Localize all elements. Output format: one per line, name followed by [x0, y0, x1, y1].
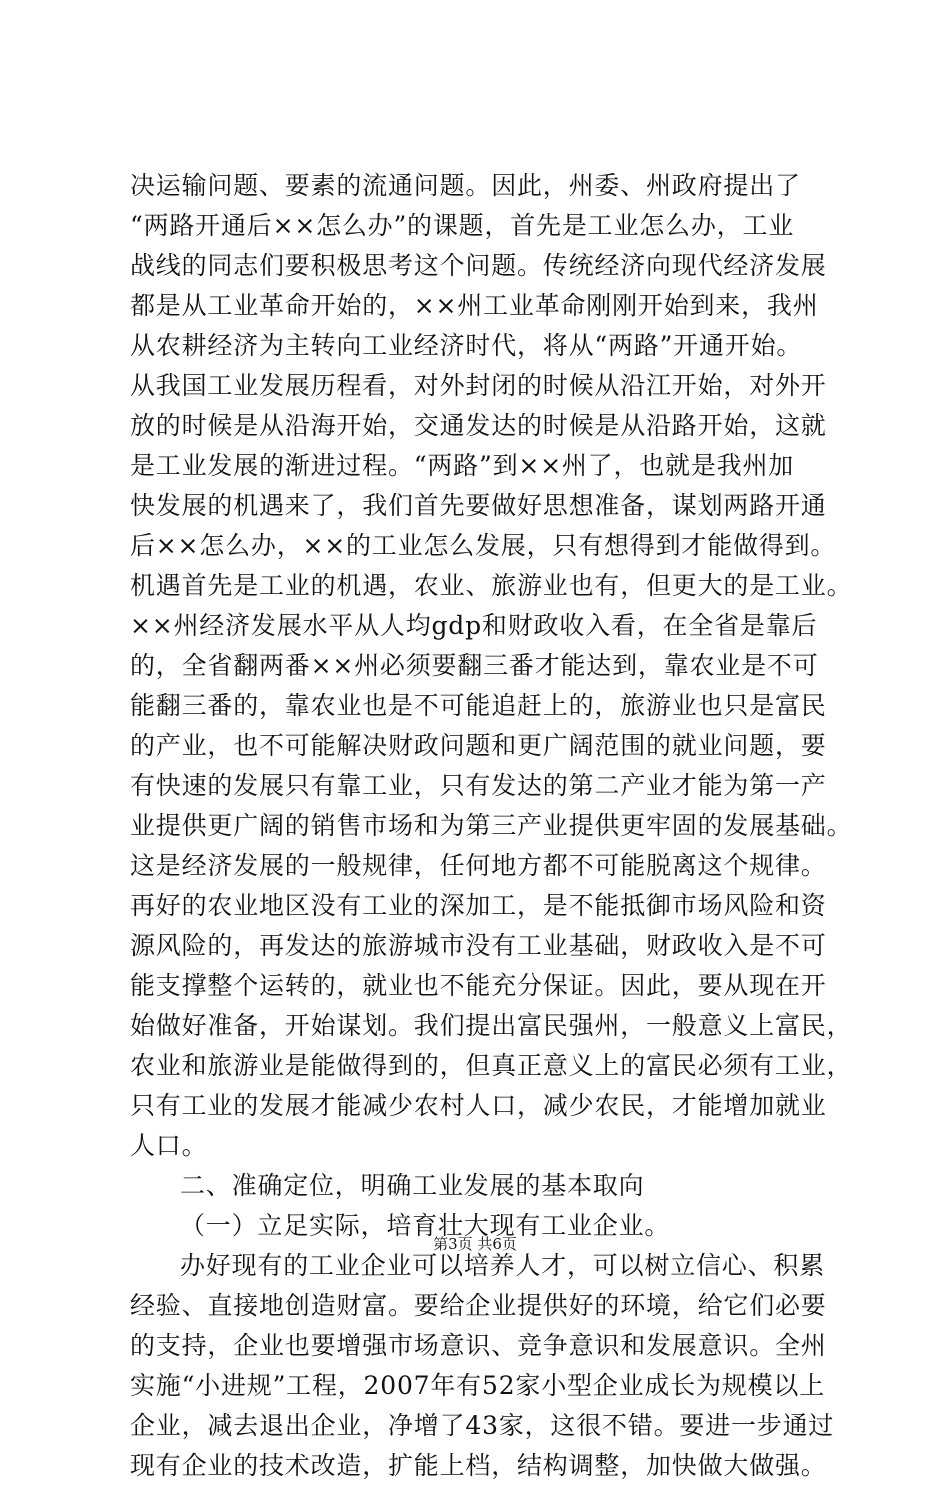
text-line: 有快速的发展只有靠工业，只有发达的第二产业才能为第一产 — [130, 771, 827, 800]
text-line: 的产业，也不可能解决财政问题和更广阔范围的就业问题，要 — [130, 731, 827, 760]
text-line: 只有工业的发展才能减少农村人口，减少农民，才能增加就业 — [130, 1091, 827, 1120]
page-footer — [0, 1234, 950, 1254]
text-line: 都是从工业革命开始的，××州工业革命刚刚开始到来，我州 — [130, 291, 819, 320]
text-line: 放的时候是从沿海开始，交通发达的时候是从沿路开始，这就 — [130, 411, 827, 440]
text-line: 能支撑整个运转的，就业也不能充分保证。因此，要从现在开 — [130, 971, 827, 1000]
section-heading: 二、准确定位，明确工业发展的基本取向 — [180, 1171, 645, 1200]
text-line: 再好的农业地区没有工业的深加工，是不能抵御市场风险和资 — [130, 891, 827, 920]
text-line: ××州经济发展水平从人均gdp和财政收入看，在全省是靠后 — [130, 611, 818, 640]
text-line: “两路开通后××怎么办”的课题，首先是工业怎么办，工业 — [130, 211, 795, 240]
text-line: 的支持，企业也要增强市场意识、竞争意识和发展意识。全州 — [130, 1331, 827, 1360]
text-line: 始做好准备，开始谋划。我们提出富民强州，一般意义上富民， — [130, 1011, 853, 1040]
text-line: 后××怎么办，××的工业怎么发展，只有想得到才能做得到。 — [130, 531, 837, 560]
text-line: 快发展的机遇来了，我们首先要做好思想准备，谋划两路开通 — [130, 491, 827, 520]
text-line: 决运输问题、要素的流通问题。因此，州委、州政府提出了 — [130, 171, 801, 200]
text-line: 办好现有的工业企业可以培养人才，可以树立信心、积累 — [180, 1251, 826, 1280]
text-line: 战线的同志们要积极思考这个问题。传统经济向现代经济发展 — [130, 251, 827, 280]
text-line: 从我国工业发展历程看，对外封闭的时候从沿江开始，对外开 — [130, 371, 827, 400]
page-number: 第3页 共6页 — [433, 1235, 517, 1253]
text-line: 现有企业的技术改造，扩能上档，结构调整，加快做大做强。 — [130, 1451, 827, 1480]
text-line: 经验、直接地创造财富。要给企业提供好的环境，给它们必要 — [130, 1291, 827, 1320]
text-line: 人口。 — [130, 1131, 208, 1160]
text-line: 业提供更广阔的销售市场和为第三产业提供更牢固的发展基础。 — [130, 811, 853, 840]
document-body — [130, 166, 870, 1486]
text-line: 农业和旅游业是能做得到的，但真正意义上的富民必须有工业， — [130, 1051, 853, 1080]
text-line: 机遇首先是工业的机遇，农业、旅游业也有，但更大的是工业。 — [130, 571, 853, 600]
text-line: 能翻三番的，靠农业也是不可能追赶上的，旅游业也只是富民 — [130, 691, 827, 720]
text-line: 实施“小进规”工程，2007年有52家小型企业成长为规模以上 — [130, 1371, 825, 1400]
text-line: 企业，减去退出企业，净增了43家，这很不错。要进一步通过 — [130, 1411, 835, 1440]
subsection-heading: （一）立足实际，培育壮大现有工业企业。 — [180, 1211, 671, 1240]
text-line: 从农耕经济为主转向工业经济时代，将从“两路”开通开始。 — [130, 331, 803, 360]
text-line: 这是经济发展的一般规律，任何地方都不可能脱离这个规律。 — [130, 851, 827, 880]
text-line: 源风险的，再发达的旅游城市没有工业基础，财政收入是不可 — [130, 931, 827, 960]
text-line: 是工业发展的渐进过程。“两路”到××州了，也就是我州加 — [130, 451, 795, 480]
text-line: 的，全省翻两番××州必须要翻三番才能达到，靠农业是不可 — [130, 651, 819, 680]
